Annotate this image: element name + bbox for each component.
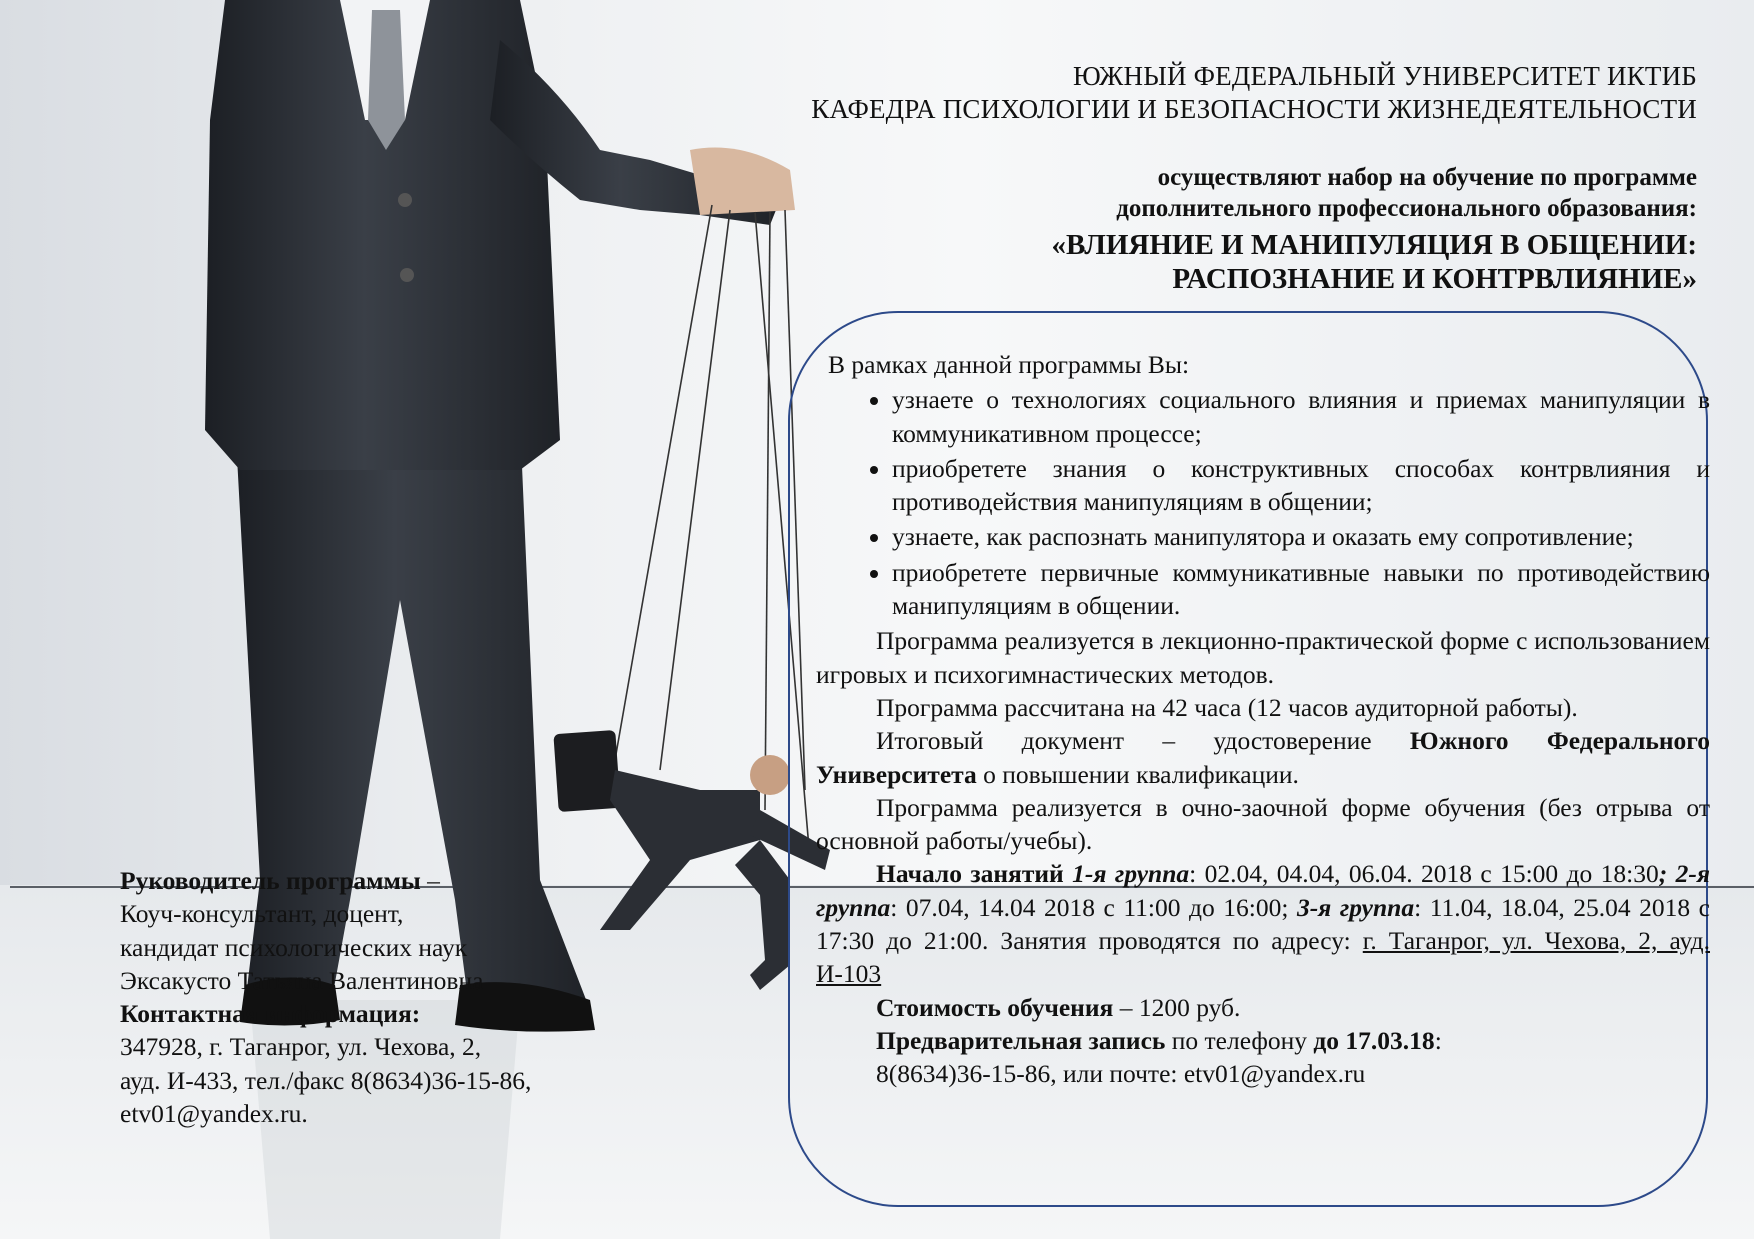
list-item: • приобретете знания о конструктивных способах контрвлияния и противодействия манипуляциям в общении; (892, 452, 1710, 519)
group-1-label: 1-я группа (1072, 859, 1190, 889)
contact-email: etv01@yandex.ru. (120, 1099, 308, 1129)
contact-address-1: 347928, г. Таганрог, ул. Чехова, 2, (120, 1032, 482, 1062)
enroll-line-1: осуществляют набор на обучение по программе (1157, 164, 1697, 191)
cost: Стоимость обучения – 1200 руб. (876, 992, 1241, 1022)
group-2-label: 2-я группа (816, 859, 1711, 922)
class-address: г. Таганрог, ул. Чехова, 2, ауд. И-103 (816, 926, 1710, 989)
program-intro: В рамках данной программы Вы: (828, 350, 1190, 379)
registration: Предварительная запись по телефону до 17.03.18: (876, 1025, 1442, 1055)
program-lead-contacts (120, 864, 640, 1130)
button-1 (398, 193, 412, 207)
lead-degree: кандидат психологических наук (120, 932, 468, 962)
university-name: ЮЖНЫЙ ФЕДЕРАЛЬНЫЙ УНИВЕРСИТЕТ ИКТИБ (1073, 61, 1697, 91)
button-2 (400, 268, 414, 282)
enroll-line-2: дополнительного профессионального образования: (1116, 195, 1697, 222)
program-hours: Программа рассчитана на 42 часа (12 часов аудиторной работы). (876, 692, 1578, 722)
title-line-1: «ВЛИЯНИЕ И МАНИПУЛЯЦИЯ В ОБЩЕНИИ: (1051, 229, 1697, 261)
list-item: • приобретете первичные коммуникативные навыки по противодействию манипуляциям в общении. (892, 556, 1710, 623)
program-format: Программа реализуется в лекционно-практической форме с использованием игровых и психогимнастических методов. (816, 626, 1710, 689)
runner-head (750, 755, 790, 795)
lead-name: Эксакусто Татьяна Валентиновна (120, 965, 484, 995)
study-form: Программа реализуется в очно-заочной форме обучения (без отрыва от основной работы/учебы). (816, 792, 1710, 856)
program-title (1051, 228, 1697, 296)
group-3-label: 3-я группа (1296, 892, 1415, 922)
title-line-2: РАСПОЗНАНИЕ И КОНТРВЛИЯНИЕ» (1172, 263, 1697, 295)
department-name: КАФЕДРА ПСИХОЛОГИИ И БЕЗОПАСНОСТИ ЖИЗНЕДЕЯТЕЛЬНОСТИ (811, 94, 1697, 124)
lead-heading: Руководитель программы – (120, 866, 440, 895)
program-details (816, 348, 1710, 1091)
hand (690, 148, 795, 216)
registration-contacts: 8(8634)36-15-86, или почте: etv01@yandex.ru (876, 1059, 1366, 1089)
list-item: • узнаете о технологиях социального влияния и приемах манипуляции в коммуникативном процессе; (892, 383, 1710, 450)
schedule: Начало занятий 1-я группа: 02.04, 04.04, 06.04. 2018 с 15:00 до 18:30; 2-я группа: 07.04, 14.04 2018 с 11:00 до 16:00; 3-я группа: 11.04, 18.04, 25.04 2018 с 17:30 до 21:00. Занятия проводятся по адресу: г. Таганрог, ул. Чехова, 2, ауд. И-103 (816, 859, 1711, 989)
contact-heading: Контактная информация: (120, 999, 421, 1029)
lead-position: Коуч-консультант, доцент, (120, 899, 404, 929)
enrollment-announcement (1116, 162, 1697, 224)
university-header (811, 60, 1697, 126)
list-item: • узнаете, как распознать манипулятора и оказать ему сопротивление; (892, 520, 1710, 553)
contact-address-2: ауд. И-433, тел./факс 8(8634)36-15-86, (120, 1065, 532, 1095)
outcomes-list (816, 383, 1710, 622)
final-document: Итоговый документ – удостоверение Южного Федерального Университета о повышении квалификации. (816, 726, 1710, 789)
